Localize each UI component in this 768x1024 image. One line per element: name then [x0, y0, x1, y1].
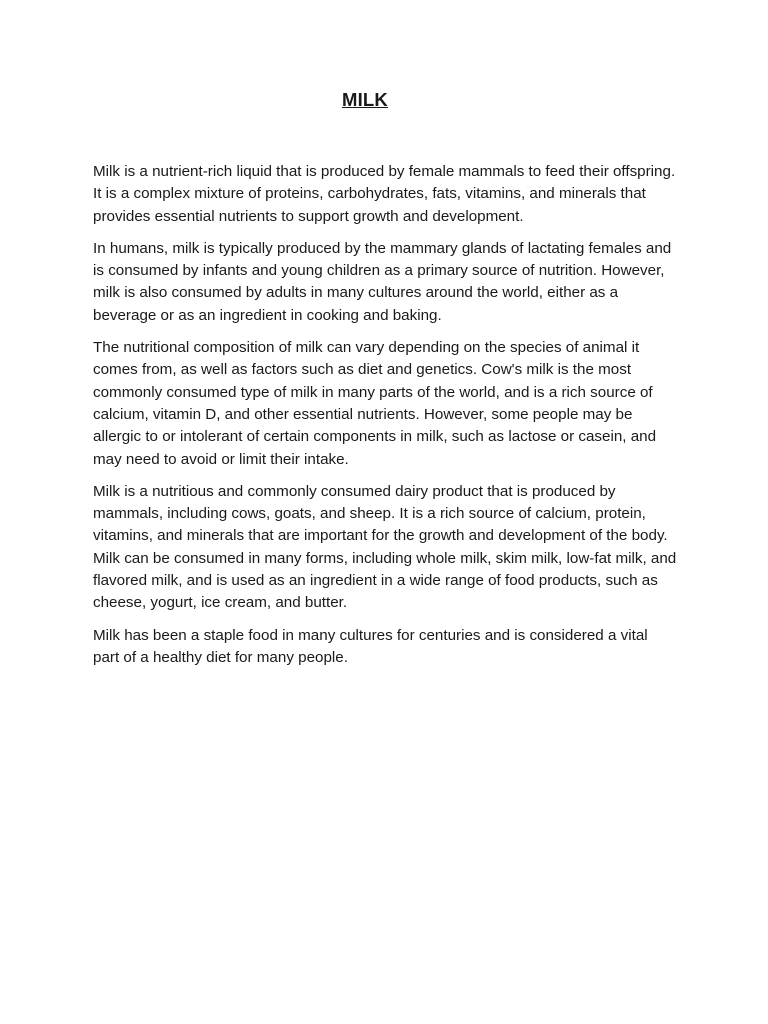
paragraph-5: Milk has been a staple food in many cultures for centuries and is considered a vital part of a healthy diet for many people. [93, 626, 648, 666]
paragraph-3: The nutritional composition of milk can vary depending on the species of animal it comes from, as well as factors such as diet and genetics. Cow's milk is the most commonly consumed type of milk in many parts of the world, and is a rich source of calcium, vitamin D, and other essential nutrients. However, some people may be allergic to or intolerant of certain components in milk, such as lactose or casein, and may need to avoid or limit their intake. [93, 339, 657, 468]
paragraph-2: In humans, milk is typically produced by the mammary glands of lactating females and is consumed by infants and young children as a primary source of nutrition. However, milk is also consumed by adults in many cultures around the world, either as a beverage or as an ingredient in cooking and baking. [93, 239, 672, 324]
document-body [93, 161, 678, 679]
paragraph-1: Milk is a nutrient-rich liquid that is produced by female mammals to feed their offspring. It is a complex mixture of proteins, carbohydrates, fats, vitamins, and minerals that provides essential nutrients to support growth and development. [93, 163, 676, 225]
document-title: MILK [341, 89, 388, 110]
paragraph-4: Milk is a nutritious and commonly consumed dairy product that is produced by mammals, including cows, goats, and sheep. It is a rich source of calcium, protein, vitamins, and minerals that are important for the growth and development of the body. Milk can be consumed in many forms, including whole milk, skim milk, low-fat milk, and flavored milk, and is used as an ingredient in a wide range of food products, such as cheese, yogurt, ice cream, and butter. [93, 482, 677, 612]
